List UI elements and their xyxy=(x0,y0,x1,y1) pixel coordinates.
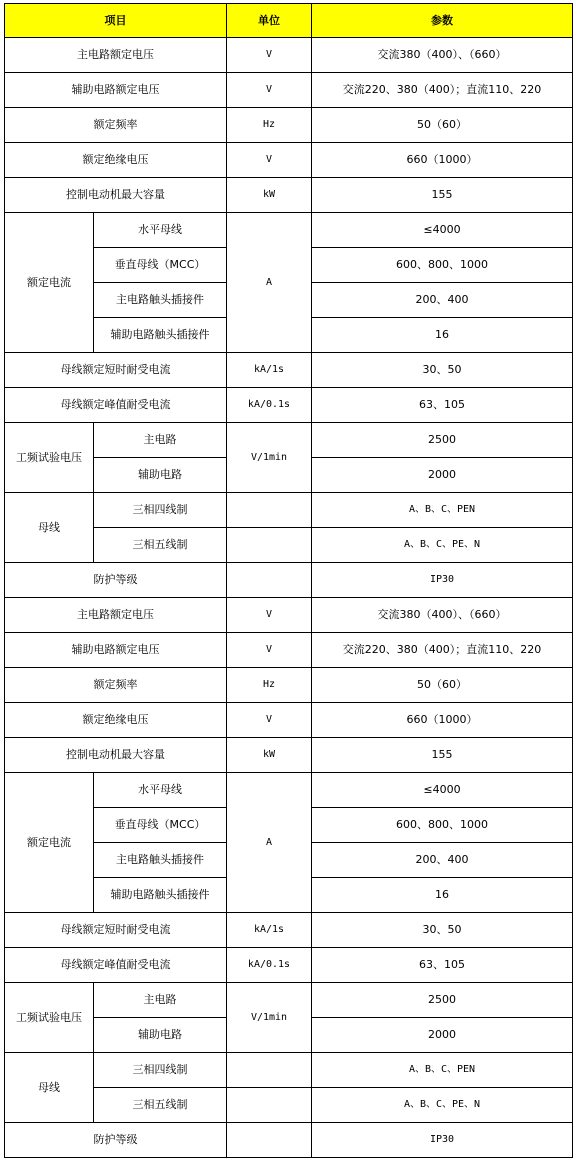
row-value: 交流220、380（400）；直流110、220 xyxy=(312,633,573,668)
row-label: 防护等级 xyxy=(5,1123,227,1158)
row-unit xyxy=(227,1123,312,1158)
table-row xyxy=(5,38,573,73)
sub-label: 辅助电路 xyxy=(94,1018,227,1053)
row-unit: kA/0.1s xyxy=(227,948,312,983)
row-label: 母线额定短时耐受电流 xyxy=(5,353,227,388)
table-row xyxy=(5,668,573,703)
sub-label: 水平母线 xyxy=(94,213,227,248)
group-label: 额定电流 xyxy=(5,213,94,353)
row-unit: kW xyxy=(227,738,312,773)
row-unit: V xyxy=(227,633,312,668)
table-row xyxy=(5,73,573,108)
row-value: A、B、C、PE、N xyxy=(312,528,573,563)
row-label: 母线额定峰值耐受电流 xyxy=(5,388,227,423)
row-unit xyxy=(227,563,312,598)
sub-label: 主电路 xyxy=(94,423,227,458)
table-row xyxy=(5,178,573,213)
row-unit: kA/1s xyxy=(227,913,312,948)
row-value: 30、50 xyxy=(312,913,573,948)
row-label: 额定绝缘电压 xyxy=(5,703,227,738)
sub-label: 主电路触头插接件 xyxy=(94,283,227,318)
row-value: 16 xyxy=(312,878,573,913)
row-value: 2000 xyxy=(312,458,573,493)
sub-label: 三相四线制 xyxy=(94,493,227,528)
header-param: 参数 xyxy=(312,4,573,38)
row-unit: V xyxy=(227,598,312,633)
table-row xyxy=(5,633,573,668)
table-row xyxy=(5,738,573,773)
row-value: 63、105 xyxy=(312,388,573,423)
row-value: 50（60） xyxy=(312,668,573,703)
row-label: 辅助电路额定电压 xyxy=(5,633,227,668)
row-value: A、B、C、PEN xyxy=(312,493,573,528)
row-value: 600、800、1000 xyxy=(312,248,573,283)
row-value: 2500 xyxy=(312,423,573,458)
row-value: 200、400 xyxy=(312,843,573,878)
row-value: IP30 xyxy=(312,563,573,598)
row-value: 660（1000） xyxy=(312,703,573,738)
row-unit: kA/0.1s xyxy=(227,388,312,423)
table-row xyxy=(5,563,573,598)
row-label: 母线额定峰值耐受电流 xyxy=(5,948,227,983)
row-value: IP30 xyxy=(312,1123,573,1158)
sub-label: 垂直母线（MCC） xyxy=(94,248,227,283)
row-unit: V xyxy=(227,703,312,738)
sub-label: 三相五线制 xyxy=(94,1088,227,1123)
sub-label: 三相四线制 xyxy=(94,1053,227,1088)
row-label: 辅助电路额定电压 xyxy=(5,73,227,108)
row-value: A、B、C、PE、N xyxy=(312,1088,573,1123)
row-label: 额定频率 xyxy=(5,108,227,143)
table-row xyxy=(5,948,573,983)
group-label: 母线 xyxy=(5,1053,94,1123)
row-value: A、B、C、PEN xyxy=(312,1053,573,1088)
row-unit: V/1min xyxy=(227,423,312,493)
header-unit: 单位 xyxy=(227,4,312,38)
row-value: 660（1000） xyxy=(312,143,573,178)
table-row xyxy=(5,388,573,423)
row-value: 2000 xyxy=(312,1018,573,1053)
sub-label: 辅助电路触头插接件 xyxy=(94,318,227,353)
table-row xyxy=(5,703,573,738)
row-value: 16 xyxy=(312,318,573,353)
table-row xyxy=(5,1053,573,1088)
sub-label: 水平母线 xyxy=(94,773,227,808)
row-label: 主电路额定电压 xyxy=(5,38,227,73)
row-unit: V xyxy=(227,38,312,73)
group-label: 母线 xyxy=(5,493,94,563)
row-value: 63、105 xyxy=(312,948,573,983)
row-label: 母线额定短时耐受电流 xyxy=(5,913,227,948)
group-label: 额定电流 xyxy=(5,773,94,913)
sub-label: 辅助电路 xyxy=(94,458,227,493)
table-row xyxy=(5,493,573,528)
row-value: ≤4000 xyxy=(312,213,573,248)
row-label: 主电路额定电压 xyxy=(5,598,227,633)
row-value: 50（60） xyxy=(312,108,573,143)
row-value: 200、400 xyxy=(312,283,573,318)
row-unit: kA/1s xyxy=(227,353,312,388)
row-unit: Hz xyxy=(227,668,312,703)
spec-table xyxy=(4,3,573,1158)
row-unit: V xyxy=(227,143,312,178)
row-unit xyxy=(227,493,312,528)
table-row xyxy=(5,213,573,248)
row-value: 600、800、1000 xyxy=(312,808,573,843)
row-value: 交流220、380（400）；直流110、220 xyxy=(312,73,573,108)
group-label: 工频试验电压 xyxy=(5,423,94,493)
table-row xyxy=(5,983,573,1018)
row-label: 额定频率 xyxy=(5,668,227,703)
row-unit: A xyxy=(227,213,312,353)
row-value: ≤4000 xyxy=(312,773,573,808)
row-value: 30、50 xyxy=(312,353,573,388)
table-row xyxy=(5,423,573,458)
sub-label: 主电路 xyxy=(94,983,227,1018)
row-value: 155 xyxy=(312,178,573,213)
row-value: 交流380（400）、（660） xyxy=(312,38,573,73)
table-row xyxy=(5,1123,573,1158)
table-row xyxy=(5,108,573,143)
row-unit: V xyxy=(227,73,312,108)
sub-label: 三相五线制 xyxy=(94,528,227,563)
table-row xyxy=(5,143,573,178)
sub-label: 垂直母线（MCC） xyxy=(94,808,227,843)
group-label: 工频试验电压 xyxy=(5,983,94,1053)
row-label: 控制电动机最大容量 xyxy=(5,738,227,773)
row-unit: V/1min xyxy=(227,983,312,1053)
table-row xyxy=(5,773,573,808)
row-label: 额定绝缘电压 xyxy=(5,143,227,178)
row-unit xyxy=(227,1053,312,1088)
row-label: 防护等级 xyxy=(5,563,227,598)
table-row xyxy=(5,598,573,633)
sub-label: 辅助电路触头插接件 xyxy=(94,878,227,913)
sub-label: 主电路触头插接件 xyxy=(94,843,227,878)
row-value: 交流380（400）、（660） xyxy=(312,598,573,633)
row-value: 2500 xyxy=(312,983,573,1018)
row-unit: Hz xyxy=(227,108,312,143)
row-unit: A xyxy=(227,773,312,913)
row-value: 155 xyxy=(312,738,573,773)
row-unit xyxy=(227,528,312,563)
row-unit: kW xyxy=(227,178,312,213)
row-unit xyxy=(227,1088,312,1123)
table-row xyxy=(5,913,573,948)
header-item: 项目 xyxy=(5,4,227,38)
table-row xyxy=(5,353,573,388)
row-label: 控制电动机最大容量 xyxy=(5,178,227,213)
header-row xyxy=(5,4,573,38)
